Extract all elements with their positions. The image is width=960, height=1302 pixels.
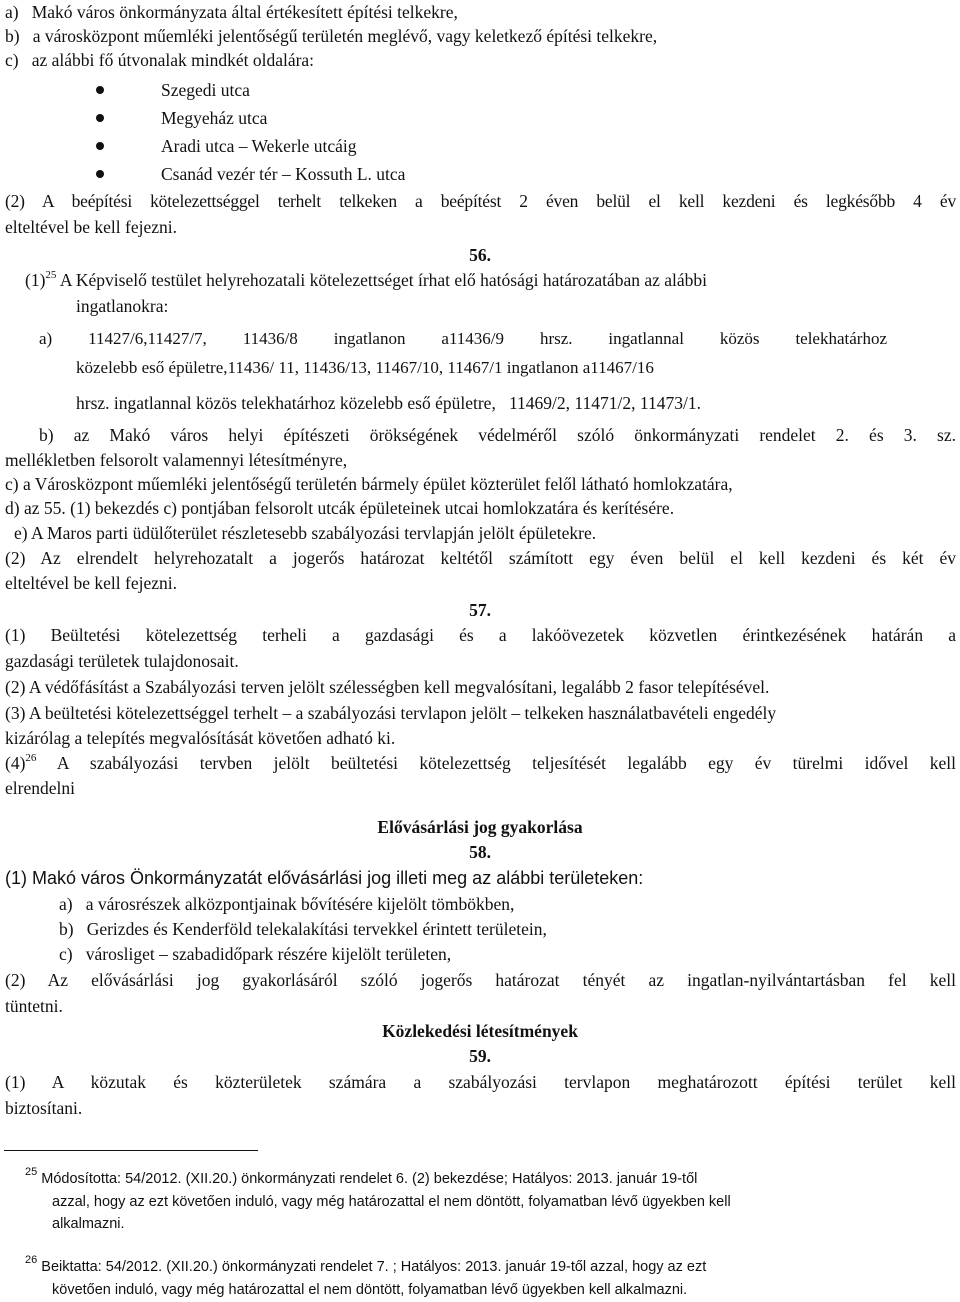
footnote-number: 26 xyxy=(25,1254,38,1266)
paragraph-text: A szabályozási tervben jelölt beültetési kötelezettség teljesítését legalább egy év türelmi idővel kell xyxy=(36,753,956,773)
bullet-icon xyxy=(96,86,104,94)
section-57-paragraph-2: (2) A védőfásítást a Szabályozási terven jelölt szélességben kell megvalósítani, legalább 2 fasor telepítésével. xyxy=(5,677,770,697)
item-b-line-2: mellékletben felsorolt valamennyi létesítményre, xyxy=(5,450,348,470)
bullet-icon xyxy=(96,142,104,150)
section-56-paragraph-2-line-1: (2) Az elrendelt helyrehozatalt a jogerős határozat keltétől számított egy éven belül el kell kezdeni és két év xyxy=(5,548,956,568)
list-item-a: a) Makó város önkormányzata által értékesített építési telkekre, xyxy=(5,2,458,22)
section-56-paragraph-1 xyxy=(25,268,707,295)
item-e-line: e) A Maros parti üdülőterület részletesebb szabályozási tervlapján jelölt épületekre. xyxy=(14,523,597,543)
list-item-c: c) az alábbi fő útvonalak mindkét oldalára: xyxy=(5,50,315,70)
paragraph-number: (1) xyxy=(25,270,46,290)
section-57-paragraph-4-line-2: elrendelni xyxy=(5,778,75,798)
section-59-paragraph-1-line-1: (1) A közutak és közterületek számára a szabályozási tervlapon meghatározott építési terület kell xyxy=(5,1072,956,1092)
section-58-paragraph-1: (1) Makó város Önkormányzatát elővásárlási jog illeti meg az alábbi területeken: xyxy=(5,868,644,888)
section-57-paragraph-1-line-2: gazdasági területek tulajdonosait. xyxy=(5,651,239,671)
item-d-line: d) az 55. (1) bekezdés c) pontjában felsorolt utcák épületeinek utcai homlokzatára és kerítésére. xyxy=(5,498,675,518)
section-heading-59: 59. xyxy=(469,1046,491,1066)
street-item: Megyeház utca xyxy=(161,108,268,128)
section-58-item-b: b) Gerizdes és Kenderföld telekalakítási tervekkel érintett területein, xyxy=(59,919,547,939)
footnote-25 xyxy=(25,1168,697,1191)
section-heading-58: 58. xyxy=(469,842,491,862)
item-a-line-2: közelebb eső épületre,11436/ 11, 11436/13, 11467/10, 11467/1 ingatlanon a11467/16 xyxy=(76,358,654,377)
item-a-line-3: hrsz. ingatlannal közös telekhatárhoz közelebb eső épületre, 11469/2, 11471/2, 11473/1. xyxy=(76,393,701,413)
section-58-item-a: a) a városrészek alközpontjainak bővítésére kijelölt tömbökben, xyxy=(59,894,515,914)
section-heading-56: 56. xyxy=(469,245,491,265)
section-title-kozlekedesi: Közlekedési létesítmények xyxy=(382,1021,578,1041)
section-58-paragraph-2-line-2: tüntetni. xyxy=(5,996,63,1016)
paragraph-text: A Képviselő testület helyrehozatali kötelezettséget írhat elő hatósági határozatában az alábbi xyxy=(56,270,708,290)
bullet-icon xyxy=(96,114,104,122)
item-a-line-1: a) 11427/6,11427/7, 11436/8 ingatlanon a11436/9 hrsz. ingatlannal közös telekhatárhoz xyxy=(39,329,887,348)
street-item: Csanád vezér tér – Kossuth L. utca xyxy=(161,164,406,184)
paragraph-number: (4) xyxy=(5,753,26,773)
footnote-number: 25 xyxy=(25,1166,38,1178)
section-57-paragraph-4 xyxy=(5,751,956,778)
section-57-paragraph-3-line-1: (3) A beültetési kötelezettséggel terhelt – a szabályozási tervlapon jelölt – telkeken használatbavételi engedély xyxy=(5,703,777,723)
section-56-paragraph-2-line-2: elteltével be kell fejezni. xyxy=(5,573,177,593)
section-58-item-c: c) városliget – szabadidőpark részére kijelölt területen, xyxy=(59,944,452,964)
street-item: Aradi utca – Wekerle utcáig xyxy=(161,136,357,156)
section-57-paragraph-3-line-2: kizárólag a telepítés megvalósítását követően adható ki. xyxy=(5,728,396,748)
footnote-divider xyxy=(4,1150,258,1151)
list-item-b: b) a városközpont műemléki jelentőségű területén meglévő, vagy keletkező építési telkekre, xyxy=(5,26,658,46)
item-c-line-1: c) a Városközpont műemléki jelentőségű területén bármely épület közterület felől látható homlokzatára, xyxy=(5,474,733,494)
street-item: Szegedi utca xyxy=(161,80,250,100)
paragraph-2-line-1: (2) A beépítési kötelezettséggel terhelt telkeken a beépítést 2 éven belül el kell kezdeni és legkésőbb 4 év xyxy=(5,191,956,211)
section-57-paragraph-1-line-1: (1) Beültetési kötelezettség terheli a gazdasági és a lakóövezetek közvetlen érintkezésének határán a xyxy=(5,625,956,645)
footnote-text: Módosította: 54/2012. (XII.20.) önkormányzati rendelet 6. (2) bekezdése; Hatályos: 2013. január 19-től xyxy=(37,1171,698,1187)
section-56-paragraph-1-line-2: ingatlanokra: xyxy=(76,296,169,316)
section-heading-57: 57. xyxy=(469,600,491,620)
footnote-25-line-2: azzal, hogy az ezt követően induló, vagy még határozattal el nem döntött, folyamatban lévő ügyekben kell xyxy=(52,1194,731,1210)
footnote-26-line-2: követően induló, vagy még határozattal el nem döntött, folyamatban lévő ügyekben kell alkalmazni. xyxy=(52,1282,688,1298)
footnote-25-line-3: alkalmazni. xyxy=(52,1216,125,1232)
section-title-elovasarlasi: Elővásárlási jog gyakorlása xyxy=(377,817,583,837)
section-58-paragraph-2-line-1: (2) Az elővásárlási jog gyakorlásáról szóló jogerős határozat tényét az ingatlan-nyilvántartásban fel kell xyxy=(5,970,956,990)
item-b-line-1: b) az Makó város helyi építészeti örökségének védelméről szóló önkormányzati rendelet 2. és 3. sz. xyxy=(39,425,956,445)
footnote-26 xyxy=(25,1256,706,1279)
bullet-icon xyxy=(96,170,104,178)
footnote-ref-26: 26 xyxy=(25,752,37,764)
paragraph-2-line-2: elteltével be kell fejezni. xyxy=(5,217,177,237)
footnote-ref-25: 25 xyxy=(45,269,57,281)
footnote-text: Beiktatta: 54/2012. (XII.20.) önkormányzati rendelet 7. ; Hatályos: 2013. január 19-től azzal, hogy az ezt xyxy=(37,1259,707,1275)
section-59-paragraph-1-line-2: biztosítani. xyxy=(5,1098,83,1118)
